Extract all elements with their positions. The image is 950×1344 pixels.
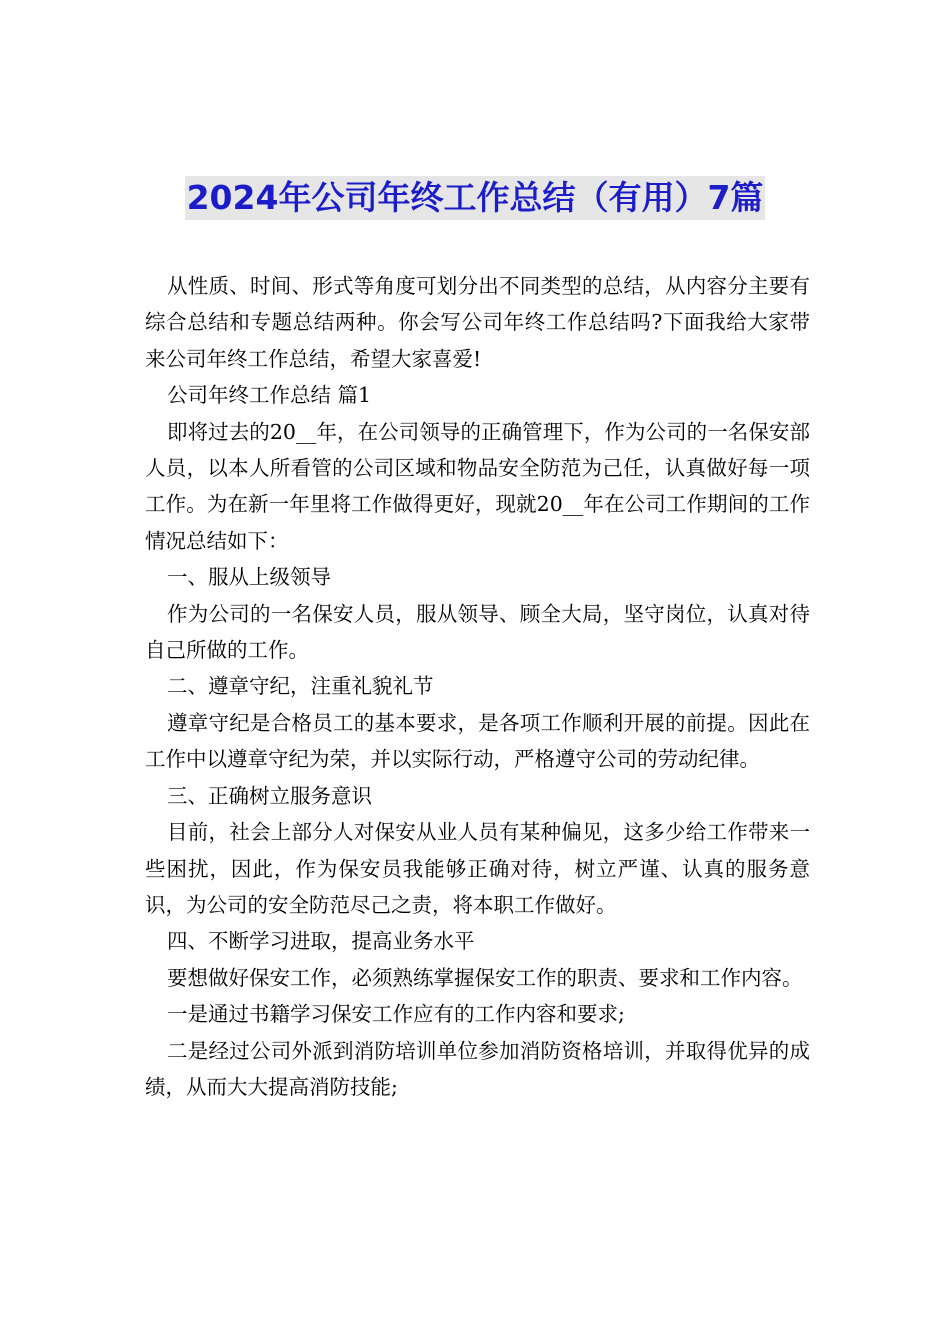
body-paragraph: 要想做好保安工作，必须熟练掌握保安工作的职责、要求和工作内容。 (167, 965, 803, 990)
subheading-4: 四、不断学习进取，提高业务水平 (167, 929, 475, 954)
body-paragraph: 目前，社会上部分人对保安从业人员有某种偏见，这多少给工作带来一些困扰，因此，作为保安员我能够正确对待，树立严谨、认真的服务意识，为公司的安全防范尽己之责，将本职工作做好。 (145, 820, 810, 917)
subheading-1: 一、服从上级领导 (167, 565, 331, 590)
body-paragraph: 作为公司的一名保安人员，服从领导、顾全大局，坚守岗位，认真对待自己所做的工作。 (145, 601, 810, 663)
body-paragraph: 遵章守纪是合格员工的基本要求，是各项工作顺利开展的前提。因此在工作中以遵章守纪为荣，并以实际行动，严格遵守公司的劳动纪律。 (145, 710, 810, 772)
document-body (145, 268, 810, 1105)
list-item: 二是经过公司外派到消防培训单位参加消防资格培训，并取得优异的成绩，从而大大提高消防技能; (145, 1038, 810, 1099)
title-container (0, 176, 950, 220)
subheading-3: 三、正确树立服务意识 (167, 783, 372, 808)
document-title: 2024年公司年终工作总结（有用）7篇 (185, 176, 766, 220)
subheading-2: 二、遵章守纪，注重礼貌礼节 (167, 674, 434, 699)
section-title-part-1: 公司年终工作总结 篇1 (167, 383, 372, 408)
intro-paragraph: 从性质、时间、形式等角度可划分出不同类型的总结，从内容分主要有综合总结和专题总结两种。你会写公司年终工作总结吗?下面我给大家带来公司年终工作总结，希望大家喜爱! (145, 274, 810, 371)
list-item: 一是通过书籍学习保安工作应有的工作内容和要求; (167, 1002, 625, 1027)
body-paragraph: 即将过去的20__年，在公司领导的正确管理下，作为公司的一名保安部人员，以本人所看管的公司区域和物品安全防范为己任，认真做好每一项工作。为在新一年里将工作做得更好，现就20__年在公司工作期间的工作情况总结如下： (145, 419, 810, 553)
